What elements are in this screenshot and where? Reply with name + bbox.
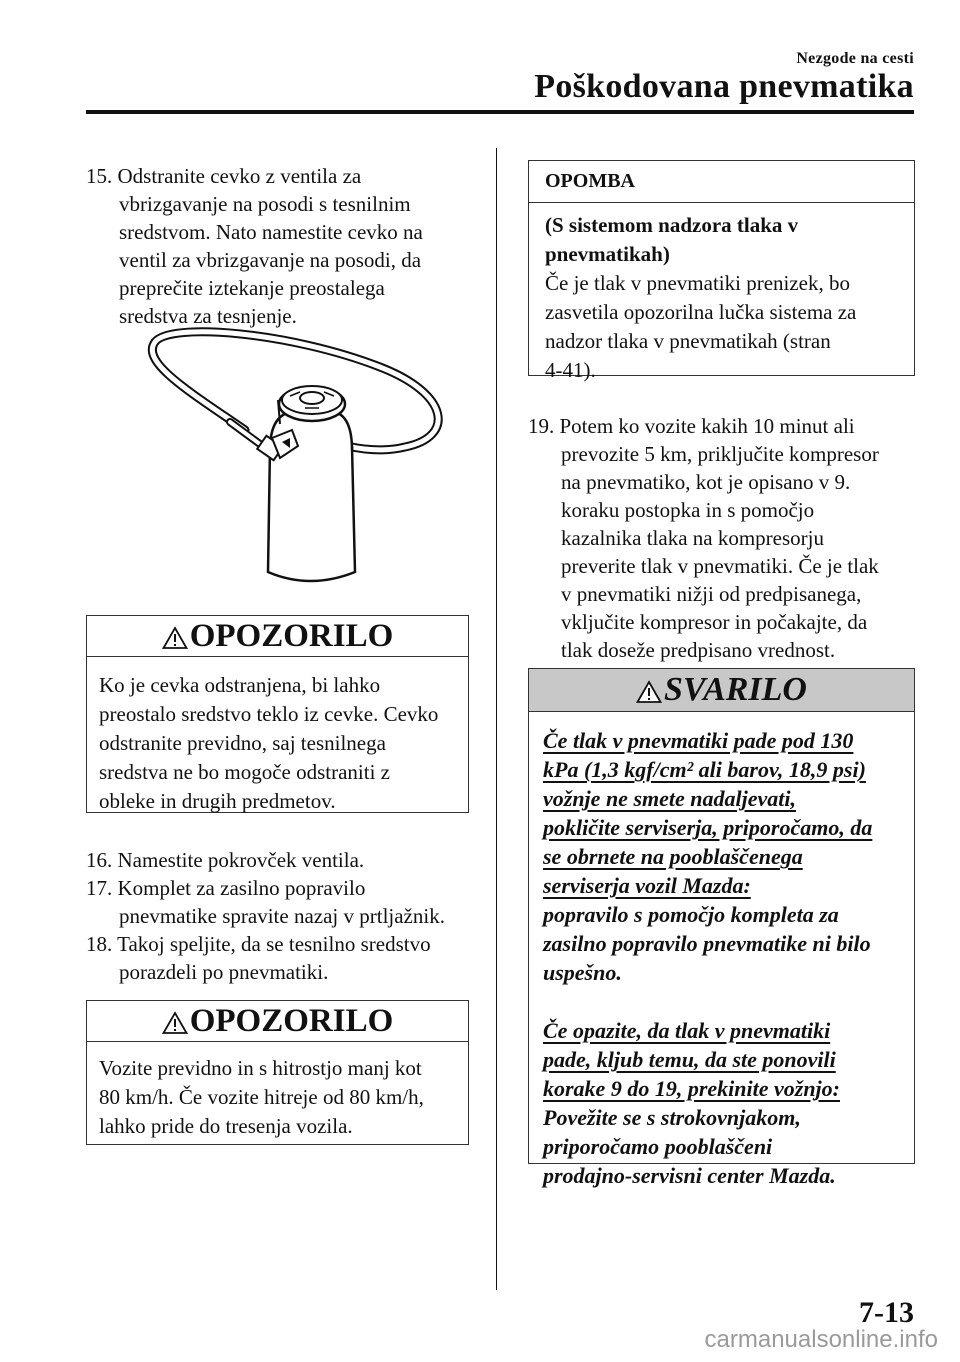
step-19	[528, 412, 928, 664]
step-text-line: preverite tlak v pnevmatiki. Če je tlak	[561, 554, 879, 578]
step-number: 16.	[86, 848, 113, 872]
note-text	[529, 203, 914, 395]
step-text-line: koraku postopka in s pomočjo	[561, 498, 815, 522]
note-bold-line: (S sistemom nadzora tlaka v	[545, 213, 799, 237]
step-text-line: prevozite 5 km, priključite kompresor	[561, 442, 879, 466]
caution-line: Če opazite, da tlak v pnevmatiki	[543, 1018, 831, 1043]
note-bold-line: pnevmatikah)	[545, 242, 670, 266]
note-line: 4-41).	[545, 358, 596, 382]
warning-title: OPOZORILO	[189, 618, 394, 654]
step-15	[86, 162, 486, 330]
caution-line: vožnje ne smete nadaljevati,	[543, 786, 796, 811]
warning-text	[87, 1042, 468, 1141]
step-number: 15.	[86, 164, 113, 188]
step-text-line: preprečite iztekanje preostalega	[119, 276, 385, 300]
caution-line: Če tlak v pnevmatiki pade pod 130	[543, 728, 854, 753]
step-text-line: ventil za vbrizgavanje na posodi, da	[119, 248, 422, 272]
step-text-line: tlak doseže predpisano vrednost.	[561, 638, 836, 662]
step-16	[86, 846, 486, 874]
step-text-line: sredstvom. Nato namestite cevko na	[119, 220, 423, 244]
note-line: Če je tlak v pnevmatiki prenizek, bo	[545, 271, 850, 295]
caution-line: serviserja vozil Mazda:	[543, 873, 751, 898]
note-line: nadzor tlaka v pnevmatikah (stran	[545, 329, 831, 353]
caution-paragraph	[543, 726, 898, 987]
step-text-line: Potem ko vozite kakih 10 minut ali	[559, 414, 855, 438]
sealant-bottle-illustration	[130, 322, 470, 592]
note-title: OPOMBA	[529, 161, 914, 203]
caution-line: popravilo s pomočjo kompleta za	[543, 902, 839, 927]
note-line: zasvetila opozorilna lučka sistema za	[545, 300, 857, 324]
warning-line: Ko je cevka odstranjena, bi lahko	[99, 673, 381, 697]
caution-line: priporočamo pooblaščeni	[543, 1134, 773, 1159]
warning-line: lahko pride do tresenja vozila.	[99, 1114, 353, 1138]
warning-header	[87, 616, 468, 657]
caution-box	[528, 668, 915, 1188]
step-text-line: porazdeli po pnevmatiki.	[119, 960, 329, 984]
warning-box	[86, 615, 469, 813]
note-box	[528, 160, 915, 382]
step-text-line: Odstranite cevko z ventila za	[117, 164, 362, 188]
warning-title: OPOZORILO	[189, 1003, 394, 1039]
caution-line: korake 9 do 19, prekinite vožnjo:	[543, 1076, 840, 1101]
column-divider	[496, 148, 497, 1290]
warning-text	[87, 657, 468, 816]
warning-triangle-icon	[162, 626, 188, 650]
step-text-line: vključite kompresor in počakajte, da	[561, 610, 868, 634]
step-number: 18.	[86, 932, 113, 956]
step-text-line: Komplet za zasilno popravilo	[117, 876, 366, 900]
warning-line: 80 km/h. Če vozite hitreje od 80 km/h,	[99, 1085, 424, 1109]
warning-triangle-icon	[162, 1011, 188, 1035]
step-text-line: sredstva za tesnjenje.	[119, 304, 297, 328]
step-text-line: v pnevmatiki nižji od predpisanega,	[561, 582, 862, 606]
warning-line: obleke in drugih predmetov.	[99, 789, 336, 813]
step-text-line: kazalnika tlaka na kompresorju	[561, 526, 824, 550]
watermark: carmanualsonline.info	[704, 1326, 938, 1353]
caution-header	[529, 669, 914, 712]
header-divider	[86, 110, 914, 114]
step-text-line: na pnevmatiko, kot je opisano v 9.	[561, 470, 851, 494]
page-title: Poškodovana pnevmatika	[534, 68, 914, 105]
page-number: 7-13	[859, 1296, 914, 1329]
caution-line: Povežite se s strokovnjakom,	[543, 1105, 801, 1130]
warning-line: Vozite previdno in s hitrostjo manj kot	[99, 1056, 422, 1080]
step-text-line: vbrizgavanje na posodi s tesnilnim	[119, 192, 411, 216]
caution-line: prodajno-servisni center Mazda.	[543, 1163, 836, 1188]
step-text-line: pnevmatike spravite nazaj v prtljažnik.	[119, 904, 445, 928]
step-text-line: Namestite pokrovček ventila.	[117, 848, 365, 872]
caution-text	[529, 712, 914, 1204]
warning-box	[86, 1000, 469, 1145]
step-number: 17.	[86, 876, 113, 900]
step-text-line: Takoj speljite, da se tesnilno sredstvo	[117, 932, 431, 956]
caution-title: SVARILO	[664, 671, 807, 708]
warning-line: odstranite previdno, saj tesnilnega	[99, 731, 386, 755]
caution-line: se obrnete na pooblaščenega	[543, 844, 803, 869]
caution-line: pade, kljub temu, da ste ponovili	[543, 1047, 836, 1072]
caution-line: pokličite serviserja, priporočamo, da	[543, 815, 873, 840]
warning-line: sredstva ne bo mogoče odstraniti z	[99, 760, 391, 784]
section-label: Nezgode na cesti	[796, 50, 914, 67]
step-17	[86, 874, 486, 930]
caution-line: uspešno.	[543, 960, 622, 985]
warning-line: preostalo sredstvo teklo iz cevke. Cevko	[99, 702, 439, 726]
warning-triangle-icon	[636, 680, 662, 704]
caution-line: kPa (1,3 kgf/cm² ali barov, 18,9 psi)	[543, 757, 866, 782]
caution-line: zasilno popravilo pnevmatike ni bilo	[543, 931, 871, 956]
warning-header	[87, 1001, 468, 1042]
step-18	[86, 930, 486, 986]
step-number: 19.	[528, 414, 555, 438]
caution-paragraph	[543, 1016, 898, 1190]
